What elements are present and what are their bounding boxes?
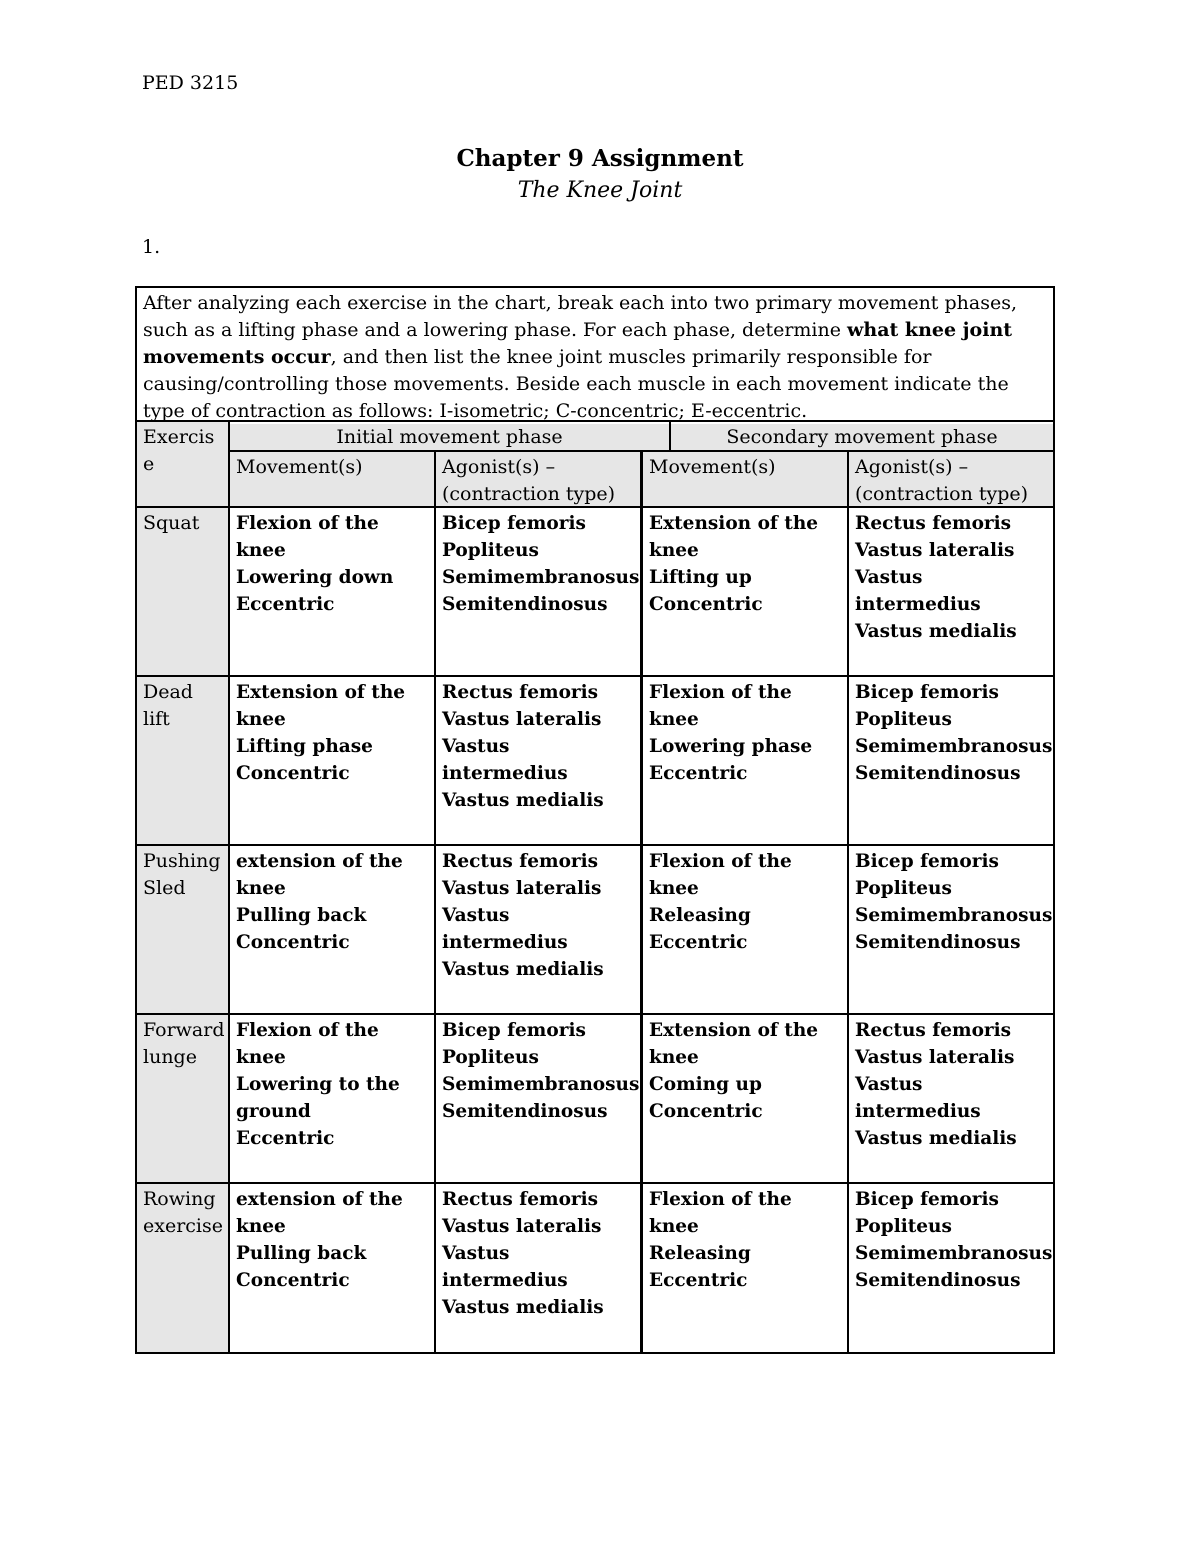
instructions-text-1: After analyzing each exercise in the chart, break each into two primary movement phases, such as a lifting phase and a lowering phase. For each phase, determine — [143, 292, 1017, 341]
title-block — [0, 144, 1200, 208]
initial-agonist-cell: Rectus femoris Vastus lateralis Vastus intermedius Vastus medialis — [442, 1189, 604, 1318]
initial-movement-cell: extension of the knee Pulling back Concentric — [236, 851, 403, 953]
initial-phase-header: Initial movement phase — [230, 424, 669, 450]
initial-movement-cell: Flexion of the knee Lowering to the ground Eccentric — [236, 1020, 400, 1149]
initial-agonist-cell: Bicep femoris Popliteus Semimembranosus Semitendinosus — [442, 513, 640, 615]
secondary-phase-header: Secondary movement phase — [671, 424, 1053, 450]
instructions-text-2: , and then list the knee joint muscles primarily responsible for causing/controlling those movements. Beside each muscle in each movement indicate the type of contraction as follows: I-isometric; C-concentric; E-eccentric. — [143, 346, 1009, 422]
grid-line — [137, 1013, 1053, 1015]
secondary-agonist-cell: Bicep femoris Popliteus Semimembranosus Semitendinosus — [855, 851, 1053, 953]
initial-agonist-cell: Bicep femoris Popliteus Semimembranosus Semitendinosus — [442, 1020, 640, 1122]
initial-movement-header: Movement(s) — [230, 452, 434, 508]
secondary-agonist-cell: Rectus femoris Vastus lateralis Vastus intermedius Vastus medialis — [855, 513, 1017, 642]
initial-movement-cell: Extension of the knee Lifting phase Concentric — [236, 682, 406, 784]
secondary-movement-header: Movement(s) — [643, 452, 847, 508]
instructions-bold-text: what knee joint movements occur — [143, 319, 1013, 368]
grid-line — [137, 844, 1053, 846]
grid-line — [847, 450, 849, 1352]
instructions-cell — [137, 288, 1053, 422]
course-code: PED 3215 — [142, 72, 239, 94]
exercise-name: Dead lift — [137, 677, 228, 844]
grid-line — [228, 422, 230, 1352]
secondary-agonist-cell: Bicep femoris Popliteus Semimembranosus Semitendinosus — [855, 1189, 1053, 1291]
initial-movement-cell: Flexion of the knee Lowering down Eccentric — [236, 513, 394, 615]
initial-movement-cell: extension of the knee Pulling back Concentric — [236, 1189, 403, 1291]
grid-line — [137, 506, 1053, 508]
grid-line — [137, 675, 1053, 677]
exercise-header: Exercis e — [137, 422, 228, 508]
exercise-name: Squat — [137, 508, 228, 675]
initial-agonist-header: Agonist(s) – (contraction type) — [436, 452, 640, 508]
page-subtitle: The Knee Joint — [517, 178, 683, 203]
exercise-name: Forward lunge — [137, 1015, 228, 1182]
assignment-table — [135, 286, 1055, 1354]
initial-agonist-cell: Rectus femoris Vastus lateralis Vastus intermedius Vastus medialis — [442, 851, 604, 980]
secondary-agonist-cell: Bicep femoris Popliteus Semimembranosus Semitendinosus — [855, 682, 1053, 784]
grid-line — [640, 450, 643, 1352]
secondary-movement-cell: Extension of the knee Lifting up Concentric — [649, 513, 819, 615]
page-title: Chapter 9 Assignment — [456, 145, 744, 172]
grid-line — [434, 450, 436, 1352]
secondary-agonist-cell: Rectus femoris Vastus lateralis Vastus intermedius Vastus medialis — [855, 1020, 1017, 1149]
secondary-agonist-header: Agonist(s) – (contraction type) — [849, 452, 1053, 508]
secondary-movement-cell: Flexion of the knee Lowering phase Eccentric — [649, 682, 813, 784]
secondary-movement-cell: Extension of the knee Coming up Concentric — [649, 1020, 819, 1122]
exercise-name: Pushing Sled — [137, 846, 228, 1013]
initial-agonist-cell: Rectus femoris Vastus lateralis Vastus intermedius Vastus medialis — [442, 682, 604, 811]
exercise-name: Rowing exercise — [137, 1184, 228, 1352]
question-number: 1. — [142, 236, 161, 258]
grid-line — [669, 422, 671, 452]
grid-line — [228, 450, 1053, 452]
secondary-movement-cell: Flexion of the knee Releasing Eccentric — [649, 851, 792, 953]
grid-line — [137, 1182, 1053, 1184]
secondary-movement-cell: Flexion of the knee Releasing Eccentric — [649, 1189, 792, 1291]
